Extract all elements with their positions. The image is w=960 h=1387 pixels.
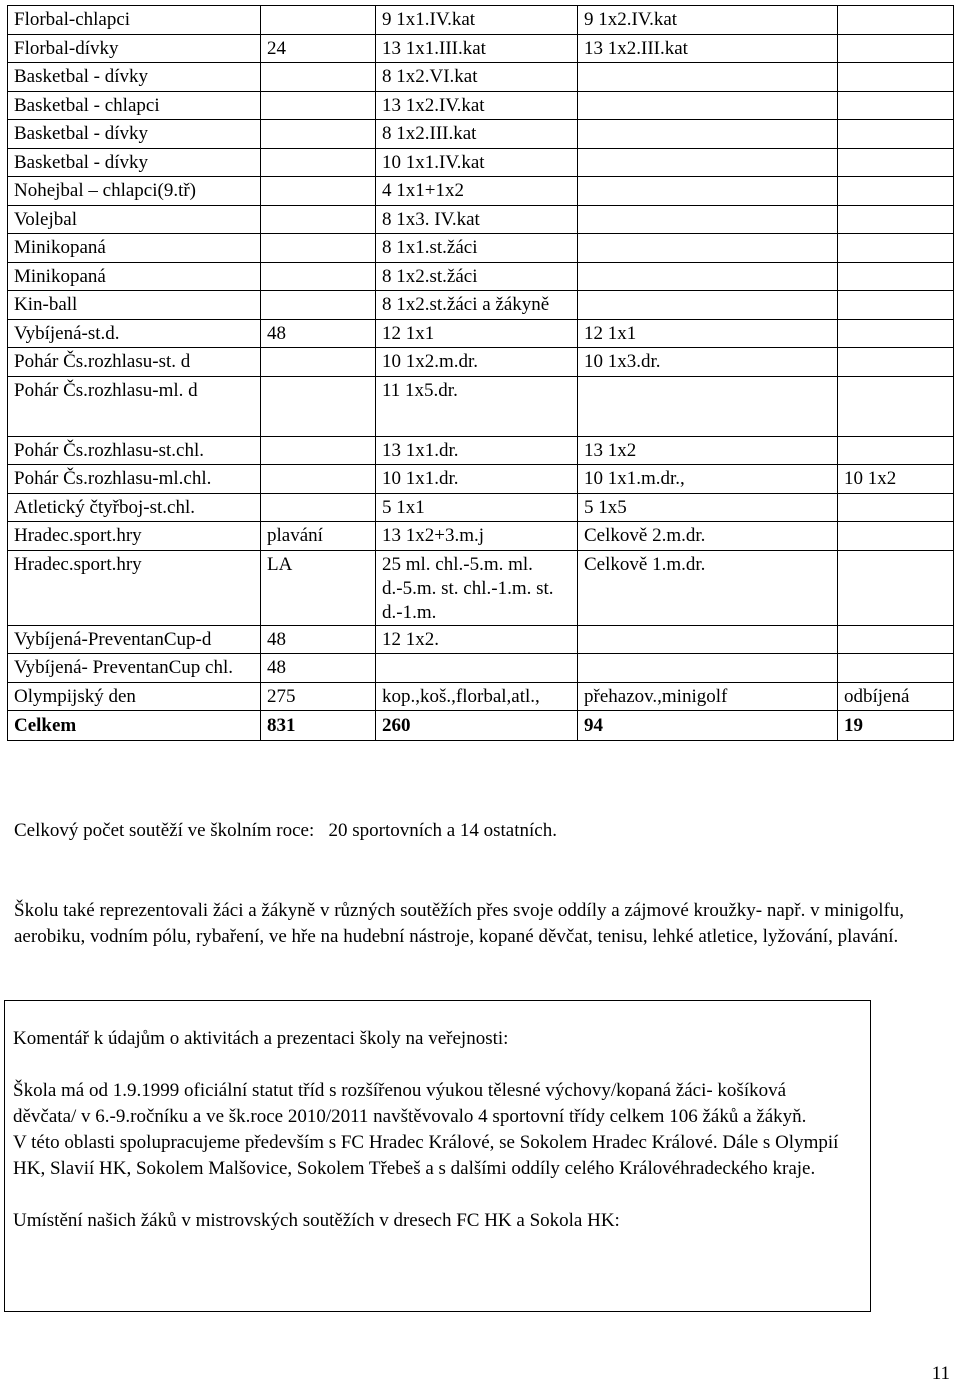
comment-paragraph-school-status: Škola má od 1.9.1999 oficiální statut tříd s rozšířenou výukou tělesné výchovy/kopaná žáci- košíková děvčata/ v 6.-9.ročníku a ve šk.roce 2010/2011 navštěvovalo 4 sportovní třídy celkem 106 žáků a žákyň. [13,1080,807,1127]
table-row [8,63,954,92]
table-row [8,348,954,377]
table-cell [261,262,376,291]
table-cell: Pohár Čs.rozhlasu-st. d [8,348,261,377]
table-cell [261,6,376,35]
table-cell [838,493,954,522]
table-row [8,120,954,149]
table-cell [261,205,376,234]
table-cell: 12 1x1 [578,319,838,348]
table-cell [838,234,954,263]
table-cell: Pohár Čs.rozhlasu-ml.chl. [8,465,261,494]
comment-paragraph-placements: Umístění našich žáků v mistrovských soutěžích v dresech FC HK a Sokola HK: [13,1210,620,1231]
table-cell: 13 1x1.III.kat [376,34,578,63]
table-cell: Basketbal - dívky [8,120,261,149]
table-cell: 8 1x2.st.žáci a žákyně [376,291,578,320]
table-row [8,148,954,177]
table-row [8,262,954,291]
table-row [8,376,954,436]
table-cell [261,148,376,177]
total-cell: 94 [578,711,838,741]
table-cell: Atletický čtyřboj-st.chl. [8,493,261,522]
table-cell: 8 1x3. IV.kat [376,205,578,234]
table-cell [261,91,376,120]
table-cell [261,348,376,377]
table-cell [838,436,954,465]
comment-paragraph-cooperation: V této oblasti spolupracujeme především s FC Hradec Králové, se Sokolem Hradec Králové. Dále s Olympií HK, Slavií HK, Sokolem Malšovice, Sokolem Třebeš a s dalšími oddíly celého Královéhradeckého kraje. [13,1132,839,1179]
table-cell: Basketbal - dívky [8,63,261,92]
table-cell: Kin-ball [8,291,261,320]
table-cell: 275 [261,682,376,711]
table-cell: Basketbal - chlapci [8,91,261,120]
table-cell [838,550,954,625]
table-row [8,205,954,234]
table-cell: Florbal-dívky [8,34,261,63]
table-cell [838,120,954,149]
table-cell: 10 1x1.m.dr., [578,465,838,494]
table-cell [261,234,376,263]
table-cell: 13 1x2 [578,436,838,465]
table-cell: plavání [261,522,376,551]
table-cell: Hradec.sport.hry [8,550,261,625]
table-cell: 8 1x2.III.kat [376,120,578,149]
comment-box [4,1000,871,1312]
table-cell: Vybíjená-st.d. [8,319,261,348]
table-cell [578,205,838,234]
table-cell: 10 1x1.IV.kat [376,148,578,177]
table-row [8,625,954,654]
table-cell: 48 [261,625,376,654]
table-cell [578,625,838,654]
table-cell [838,625,954,654]
table-cell [578,177,838,206]
table-cell: Minikopaná [8,262,261,291]
table-cell: 10 1x2.m.dr. [376,348,578,377]
table-cell [261,465,376,494]
summary-label: Celkový počet soutěží ve školním roce: [14,820,315,841]
table-row [8,436,954,465]
table-cell [838,205,954,234]
table-cell: 5 1x5 [578,493,838,522]
total-row [8,711,954,741]
table-cell: Olympijský den [8,682,261,711]
comment-title: Komentář k údajům o aktivitách a prezentaci školy na veřejnosti: [13,1028,509,1049]
table-cell [838,522,954,551]
table-row [8,291,954,320]
total-cell: 831 [261,711,376,741]
table-cell: Volejbal [8,205,261,234]
table-cell: LA [261,550,376,625]
extra-activities-paragraph: Školu také reprezentovali žáci a žákyně v různých soutěžích přes svoje oddíly a zájmové kroužky- např. v minigolfu, aerobiku, vodním pólu, rybaření, ve hře na hudební nástroje, kopané děvčat, tenisu, lehké atletice, lyžování, plavání. [14,900,905,947]
table-cell: Nohejbal – chlapci(9.tř) [8,177,261,206]
table-cell [261,436,376,465]
table-cell: 24 [261,34,376,63]
table-cell: 9 1x1.IV.kat [376,6,578,35]
table-cell [838,654,954,683]
table-cell: Vybíjená-PreventanCup-d [8,625,261,654]
table-cell: 4 1x1+1x2 [376,177,578,206]
page-number: 11 [931,1363,950,1384]
table-row [8,654,954,683]
table-cell: 5 1x1 [376,493,578,522]
table-row [8,234,954,263]
table-cell: přehazov.,minigolf [578,682,838,711]
table-cell: 12 1x2. [376,625,578,654]
table-row [8,465,954,494]
table-cell: 9 1x2.IV.kat [578,6,838,35]
table-row [8,522,954,551]
table-row [8,493,954,522]
table-cell [261,376,376,436]
table-cell: 12 1x1 [376,319,578,348]
total-cell: 260 [376,711,578,741]
table-cell [261,177,376,206]
table-cell [261,63,376,92]
total-cell: 19 [838,711,954,741]
table-cell [578,120,838,149]
table-cell [838,291,954,320]
table-cell: kop.,koš.,florbal,atl., [376,682,578,711]
table-cell [838,63,954,92]
table-cell [838,376,954,436]
table-cell: 11 1x5.dr. [376,376,578,436]
table-cell [838,262,954,291]
table-cell [578,91,838,120]
total-cell: Celkem [8,711,261,741]
table-cell: 25 ml. chl.-5.m. ml. d.-5.m. st. chl.-1.m. st. d.-1.m. [376,550,578,625]
table-cell: 10 1x3.dr. [578,348,838,377]
table-cell [261,493,376,522]
table-cell [261,291,376,320]
competition-count-summary [14,818,934,844]
table-cell [838,34,954,63]
table-cell [838,319,954,348]
table-cell: 8 1x2.st.žáci [376,262,578,291]
table-cell: Minikopaná [8,234,261,263]
table-cell [578,376,838,436]
table-cell: 13 1x2.IV.kat [376,91,578,120]
table-row [8,91,954,120]
table-cell [838,348,954,377]
table-cell: 10 1x2 [838,465,954,494]
table-cell [261,120,376,149]
competition-results-table [7,5,954,741]
table-cell: Florbal-chlapci [8,6,261,35]
table-cell: 48 [261,654,376,683]
table-cell: Pohár Čs.rozhlasu-st.chl. [8,436,261,465]
table-cell [578,63,838,92]
table-cell [838,148,954,177]
table-cell [578,654,838,683]
table-row [8,6,954,35]
table-cell [838,177,954,206]
table-cell [578,291,838,320]
table-cell: Pohár Čs.rozhlasu-ml. d [8,376,261,436]
summary-value: 20 sportovních a 14 ostatních. [328,820,557,841]
table-cell [838,91,954,120]
table-cell: 13 1x2.III.kat [578,34,838,63]
table-row [8,682,954,711]
table-row [8,34,954,63]
table-row [8,319,954,348]
table-cell: 10 1x1.dr. [376,465,578,494]
table-cell [578,148,838,177]
table-cell: Celkově 2.m.dr. [578,522,838,551]
table-cell: Celkově 1.m.dr. [578,550,838,625]
table-cell: Basketbal - dívky [8,148,261,177]
table-cell: 8 1x1.st.žáci [376,234,578,263]
table-cell: 48 [261,319,376,348]
table-cell: 13 1x1.dr. [376,436,578,465]
table-row [8,177,954,206]
table-row [8,550,954,625]
table-cell: Vybíjená- PreventanCup chl. [8,654,261,683]
table-cell [578,234,838,263]
table-cell [578,262,838,291]
table-cell: Hradec.sport.hry [8,522,261,551]
table-cell: odbíjená [838,682,954,711]
table-cell: 8 1x2.VI.kat [376,63,578,92]
table-cell [376,654,578,683]
results-table-body [8,6,954,741]
table-cell: 13 1x2+3.m.j [376,522,578,551]
table-cell [838,6,954,35]
